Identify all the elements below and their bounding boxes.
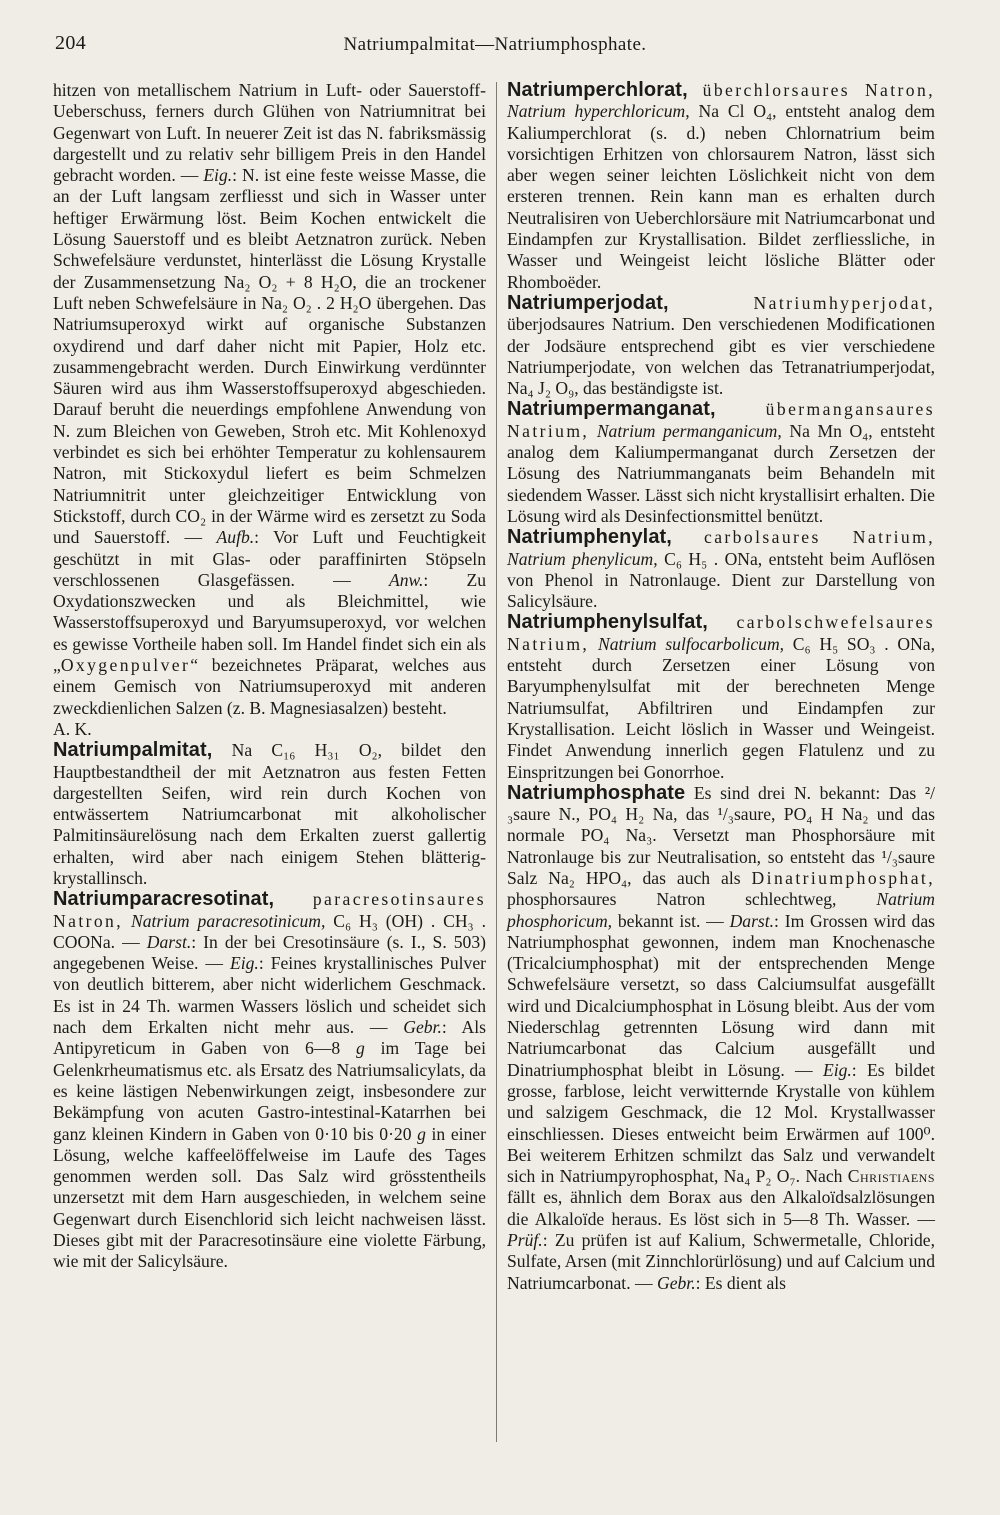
italic-text: g xyxy=(417,1123,426,1144)
italic-text: Natrium paracresotinicum, xyxy=(130,910,326,931)
italic-text: Gebr. xyxy=(403,1017,442,1038)
text-run: C₆ H₅ . ONa, entsteht beim Auflösen von Phenol in Natronlauge. Dient zur Darstellung von Salicylsäure. xyxy=(507,548,935,612)
spaced-text: Dinatriumphosphat, xyxy=(751,867,935,888)
text-run: C₆ H₅ SO₃ . ONa, entsteht durch Zersetzen einer Lösung von Baryumphenylsulfat mit der berechneten Menge Natriumsulfat, Abfiltriren und Eindampfen zur Krystallisation. Leicht löslich in Wasser und Weingeist. Findet Anwendung innerlich gegen Flatulenz und zu Einspritzungen bei Gonorrhoe. xyxy=(507,633,935,782)
right-entries xyxy=(507,80,935,1294)
spaced-text: paracresotinsaures Natron, xyxy=(53,889,486,931)
text-run: : Als Antipyreticum in Gaben von 6—8 xyxy=(53,1017,486,1059)
dictionary-entry xyxy=(507,527,935,612)
italic-text: Prüf. xyxy=(507,1230,543,1251)
text-run: : Feines krystallinisches Pulver von deutlich bitterem, aber nicht widerlichem Geschmack. Es ist in 24 Th. warmen Wassers löslich und scheidet sich nach dem Erkalten nicht mehr aus. — xyxy=(53,953,486,1038)
text-run: : Vor Luft und Feuchtigkeit geschützt in mit Glas- oder paraffinirten Stöpseln verschlossenen Glasgefässen. — xyxy=(53,527,486,590)
continuation-paragraph xyxy=(53,80,486,719)
page-number: 204 xyxy=(55,32,87,54)
dictionary-entry xyxy=(507,399,935,527)
italic-text: Natrium hyperchloricum, xyxy=(507,101,690,122)
italic-text: Gebr. xyxy=(657,1272,696,1293)
left-entries xyxy=(53,740,486,1272)
italic-text: Eig. xyxy=(203,165,233,186)
author-signature: A. K. xyxy=(53,718,92,739)
text-run: fällt es, ähnlich dem Borax aus den Alkaloïdsalzlösungen die Alkaloïde heraus. Es löst sich in 5—8 Th. Wasser. — xyxy=(507,1187,935,1229)
italic-text: Darst. xyxy=(146,931,192,952)
dictionary-entry xyxy=(507,80,935,293)
spaced-text: Oxygenpulver xyxy=(60,655,191,676)
text-run: phosphorsaures Natron schlechtweg, xyxy=(507,889,877,910)
text-run: C₆ H₃ (OH) . CH₃ . COONa. — xyxy=(53,910,486,952)
entry-headword: Natriumparacresotinat, xyxy=(53,888,275,911)
text-run: hitzen von metallischem Natrium in Luft- oder Sauerstoff-Ueberschuss, ferners durch Glühen von Natriumnitrat bei Gegenwart von Luft. In neuerer Zeit ist das N. fabriksmässig dargestellt und zu relativ sehr billigem Preis in den Handel gebracht worden. — xyxy=(53,80,486,186)
spaced-text: carbolschwefelsaures Natrium, xyxy=(507,612,935,654)
dictionary-entry xyxy=(507,783,935,1294)
text-run: : Zu prüfen ist auf Kalium, Schwermetalle, Chloride, Sulfate, Arsen (mit Zinnchlorürlösung) und auf Calcium und Natriumcarbonat. — xyxy=(507,1230,935,1293)
text-run: : Im Grossen wird das Natriumphosphat gewonnen, indem man Knochenasche (Tricalciumphosphat) mit der entsprechenden Menge Schwefelsäure versetzt, so dass Calciumsulfat ausgefällt wird und Dicalciumphosphat in Lösung bleibt. Aus der vom Niederschlag getrennten Lösung wird dann mit Natriumcarbonat das Calcium ausgefällt und Dinatriumphosphat bleibt in Lösung. — xyxy=(507,910,936,1080)
page-header xyxy=(55,26,935,66)
dictionary-entry xyxy=(507,293,935,399)
italic-text: Eig. xyxy=(230,953,259,974)
text-run: : Es bildet grosse, farblose, leicht verwitternde Krystalle von kühlem und salzigem Geschmack, die 12 Mol. Krystallwasser einschliessen. Dieses entweicht beim Erwärmen auf 100⁰. Bei weiterem Erhitzen schmilzt das Salz und verwandelt sich in Natriumpyrophosphat, Na₄ P₂ O₇. Nach xyxy=(507,1059,935,1187)
italic-text: Natrium phenylicum, xyxy=(507,548,658,569)
spaced-text: überchlorsaures Natron, xyxy=(687,80,935,100)
text-run xyxy=(589,634,598,654)
text-run: : N. ist eine feste weisse Masse, die an der Luft langsam zerfliesst und sich in Wasser unter heftiger Erwärmung löst. Beim Kochen entwickelt die Lösung Sauerstoff und es bleibt Aetznatron zurück. Neben Schwefelsäure verdunstet, hinterlässt die Lösung Krystalle der Zusammensetzung Na₂ O₂ + 8 H₂O, die an trockener Luft neben Schwefelsäure in Na₂ O₂ . 2 H₂O übergehen. Das Natriumsuperoxyd wirkt auf organische Substanzen oxydirend und darf daher nicht mit Papier, Holz etc. zusammengebracht werden. Durch Einwirkung verdünnter Säuren wird aus ihm Wasserstoffsuperoxyd abgeschieden. Darauf beruht die neuerdings empfohlene Anwendung von N. zum Bleichen von Geweben, Stroh etc. Mit Kohlenoxyd verbindet es sich bei erhöhter Temperatur zu kohlensaurem Natron, mit Stickoxydul liefert es beim Schmelzen Natriumnitrit unter gleichzeitiger Entwicklung von Stickstoff, durch CO₂ in der Wärme wird es zersetzt zu Soda und Sauerstoff. — xyxy=(53,165,486,548)
text-run: Na Mn O₄, entsteht analog dem Kaliumpermanganat durch Zersetzen der Lösung des Natriummanganats beim Behandeln mit siedendem Wasser. Lässt sich nicht krystallisirt erhalten. Die Lösung wird als Desinfectionsmittel benützt. xyxy=(507,420,936,526)
entry-headword: Natriumphenylat, xyxy=(507,526,672,549)
right-column xyxy=(507,80,935,1294)
text-run: : In der bei Cresotinsäure (s. I., S. 503) angegebenen Weise. — xyxy=(53,931,487,974)
italic-text: g xyxy=(356,1038,365,1059)
dictionary-entry xyxy=(53,740,486,889)
column-divider xyxy=(496,82,497,1442)
italic-text: Natrium sulfocarbolicum, xyxy=(597,633,785,654)
running-head: Natriumpalmitat—Natriumphosphate. xyxy=(343,34,647,55)
italic-text: Natrium permanganicum, xyxy=(596,420,782,441)
text-run: “ bezeichnetes Präparat, welches aus einem Gemisch von Natriumsuperoxyd mit anderen zweckdienlichen Salzen (z. B. Magnesiasalzen) besteht. xyxy=(53,655,486,718)
text-run: : Es dient als xyxy=(695,1272,787,1293)
text-run xyxy=(589,421,597,441)
small-caps-text: Christiaens xyxy=(847,1166,935,1187)
dictionary-entry xyxy=(53,889,486,1272)
italic-text: Darst. xyxy=(729,910,775,931)
entry-headword: Natriumperchlorat, xyxy=(507,79,688,101)
text-run: überjodsaures Natrium. Den verschiedenen Modificationen der Jodsäure entsprechend gibt es vier verschiedene Natriumperjodate, von welchen das Tetranatriumperjodat, Na₄ J₂ O₉, das beständigste ist. xyxy=(507,314,935,399)
entry-headword: Natriumpermanganat, xyxy=(507,398,716,421)
text-run: Es sind drei N. bekannt: Das ²/₃saure N., PO₄ H₂ Na, das ¹/₃saure, PO₄ H Na₂ und das normale PO₄ Na₃. Versetzt man Phosphorsäure mit Natronlauge bis zur Neutralisation, so entsteht das ¹/₃saure Salz Na₂ HPO₄, das auch als xyxy=(507,782,935,888)
text-run: Na C₁₆ H₃₁ O₂, bildet den Hauptbestandtheil der mit Aetznatron aus festen Fetten dargestellten Seifen, wird rein durch Kochen von entwässertem Natriumcarbonat mit alkoholischer Palmitinsäurelösung nach dem Erkalten zuerst gallertig erhalten, wird aber nach einigem Stehen blätterig-krystallinsch. xyxy=(53,740,486,888)
spaced-text: Natriumhyperjodat, xyxy=(668,292,935,313)
text-run: in einer Lösung, welche kaffeelöffelweise im Laufe des Tages genommen werden soll. Das Salz wird grösstentheils unzersetzt mit dem Harn ausgeschieden, in welchem seine Gegenwart durch Eisenchlorid sich leicht nachweisen lässt. Dieses gibt mit der Paracresotinsäure eine violette Färbung, wie mit der Salicylsäure. xyxy=(53,1123,486,1272)
text-run: : Zu Oxydationszwecken und als Bleichmittel, wie Wasserstoffsuperoxyd und Baryumsuperoxyd, vor welchen es gewisse Vortheile haben soll. Im Handel findet sich ein als „ xyxy=(53,569,486,676)
italic-text: Aufb. xyxy=(216,527,255,548)
text-run: im Tage bei Gelenkrheumatismus etc. als Ersatz des Natriumsalicylats, da es keine lästigen Nebenwirkungen zeigt, insbesondere zur Bekämpfung von acuten Gastro-intestinal-Katarrhen bei ganz kleinen Kindern in Gaben von 0·10 bis 0·20 xyxy=(53,1038,486,1144)
dictionary-entry xyxy=(507,612,935,782)
italic-text: Eig. xyxy=(822,1059,852,1080)
spaced-text: übermangansaures Natrium, xyxy=(507,399,935,441)
entry-headword: Natriumperjodat, xyxy=(507,291,669,314)
text-run: Na Cl O₄, entsteht analog dem Kaliumperchlorat (s. d.) neben Chlornatrium beim vorsichtigen Erhitzen von chlorsaurem Natron, lässt sich aber wegen seiner leichten Löslichkeit nicht von dem ersteren trennen. Rein kann man es erhalten durch Neutralisiren von Ueberchlorsäure mit Natriumcarbonat und Eindampfen zur Krystallisation. Bildet zerfliessliche, in Wasser und Weingeist leicht lösliche Blätter oder Rhomboëder. xyxy=(507,101,935,292)
entry-headword: Natriumpalmitat, xyxy=(53,739,213,762)
entry-headword: Natriumphosphate xyxy=(507,781,686,804)
text-run: bekannt ist. — xyxy=(612,910,730,931)
spaced-text: carbolsaures Natrium, xyxy=(671,527,935,548)
italic-text: Natrium phosphoricum, xyxy=(507,889,935,931)
left-column xyxy=(53,80,486,1273)
text-run xyxy=(123,911,131,931)
italic-text: Anw. xyxy=(388,569,424,590)
entry-headword: Natriumphenylsulfat, xyxy=(507,611,708,634)
